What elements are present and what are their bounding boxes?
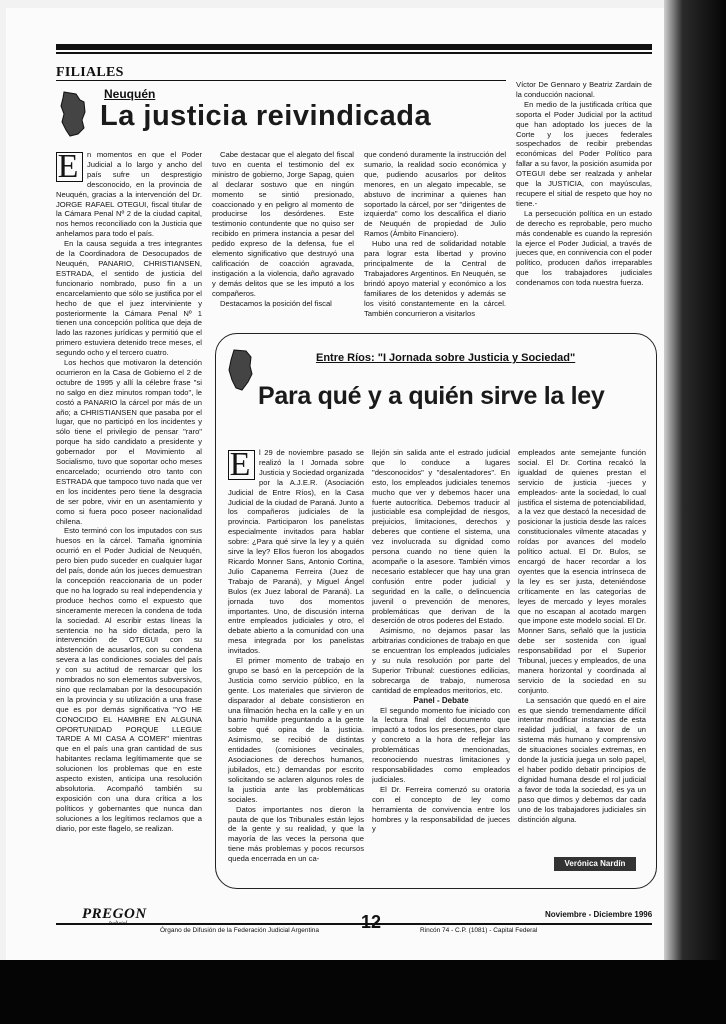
article1-column-4	[516, 80, 652, 320]
top-rule-thin	[56, 52, 652, 54]
section-rule	[56, 80, 506, 81]
article2-dropcap: E	[228, 450, 255, 480]
article2-column-3	[518, 448, 646, 852]
footer-address: Rincón 74 - C.P. (1081) - Capital Federal	[420, 927, 538, 934]
article1-column-2	[212, 150, 354, 322]
top-rule	[56, 44, 652, 50]
article1-col1-p2: En la causa seguida a tres integrantes de la Coordinadora de Desocupados de Neuquén, PANARIO, CHRISTIANSEN, ESTRADA, el sentido de justicia del funcionario nombrado, puso fin a un encarcelamiento que sólo se justifica por el hecho de que el juez interviniente y posteriormente la Cámara Penal Nº 1 tienen una concepción política que deja de lado las razones jurídicas y permitió que el primero estuviera detenido trece meses, el segundo ocho y el tercero cuatro.	[56, 239, 202, 358]
article1-col4-p1: Víctor De Gennaro y Beatriz Zardain de la conducción nacional.	[516, 80, 652, 99]
article1-col1-p3: Los hechos que motivaron la detención ocurrieron en la Casa de Gobierno el 2 de octubre de 1995 y allí la célebre frase "si no salgo en diez minutos rompan todo", le costó a PANARIO la cárcel por más de un año; a CHRISTIANSEN que pasaba por el lugar, que no participó en los incidentes y sólo tiene el privilegio de pensar "raro" porque ha sido candidato a presidente y gobernador por el Movimiento al Socialismo, tuvo que soportar ocho meses encarcelado; ocurriendo otro tanto con ESTRADA que tampoco tuvo nada que ver en los incidentes pero tiene la desgracia de ser pobre, vivir en un asentamiento y como si fuera poco poseer nacionalidad chilena.	[56, 358, 202, 526]
article1-col1-p4: Esto terminó con los imputados con sus huesos en la cárcel. Tamaña ignominia ocurrió en el Poder Judicial de Neuquén, pero bien pudo suceder en cualquier lugar del país, donde aún los jueces demuestran la concepción reaccionaria de un poder que no ha logrado su real independencia y produce hechos como el expuesto que sinceramente merecen la condena de toda la sociedad. Al escribir estas líneas la sentencia no ha sido dictada, pero la intervención de OTEGUI con su abstención de acusarlos, con su condena severa a las condiciones sociales del país y con su actitud de remarcar que los nombrados no son elementos subversivos, sino que reclamaban por la desocupación en la provincia y su utilización a una frase que es por demás significativa "YO HE CONOCIDO EL HAMBRE EN ALGUNA OPORTUNIDAD PORQUE LLEGUE TARDE A MI CASA A COMER" mientras que en el país una gran cantidad de sus habitantes reclama legítimamente que se solucionen los problemas que en este aspecto existen, anticipa una resolución absolutoria. Acompañó también su exposición con una dura crítica a los políticos y gobernantes que nunca dan soluciones a los legítimos reclamos que a diario, por este flagelo, se realizan.	[56, 526, 202, 833]
article1-dropcap: E	[56, 152, 83, 182]
article1-kicker: Neuquén	[104, 87, 156, 101]
footer-organ-text: Órgano de Difusión de la Federación Judicial Argentina	[160, 927, 319, 934]
article1-column-1	[56, 150, 202, 902]
article2-col2-p3: El segundo momento fue iniciado con la lectura final del documento que impactó a todos los presentes, por claro y concreto a la hora de reflejar las problemáticas mencionadas, reconociendo nuestras limitaciones y responsabilidades como empleados judiciales.	[372, 705, 510, 784]
article1-col2-p2: Destacamos la posición del fiscal	[220, 298, 332, 308]
article2-col2-p4: El Dr. Ferreira comenzó su oratoria con el concepto de ley como herramienta de convivencia entre los hombres y la responsabilidad de jueces y	[372, 784, 510, 834]
article1-headline: La justicia reivindicada	[100, 100, 432, 132]
article2-col2-p1: llejón sin salida ante el estrado judicial que lo conduce a lugares "desconocidos" y "desalentadores". En esto, los empleados judiciales tenemos mucho que ver y debemos hacer una fuerte autocrítica. Debemos traducir al justiciable esa complejidad de riesgos, prejuicios, limitaciones, derechos y deberes que contiene el sistema, una vez involucrada su dignidad como persona cuando no tiene quien la acompañe o la asesore. También vimos necesario establecer que hay una gran confusión entre poder judicial y seguridad en la calle, o delincuencia juvenil o prevención de menores, problemáticas que derivan de la deserción de otros poderes del Estado.	[372, 448, 510, 626]
entre-rios-map-icon	[226, 348, 254, 392]
article2-column-2	[372, 448, 510, 880]
article1-col3-p1: que condenó duramente la instrucción del sumario, la realidad socio económica y que, pudiendo acusarlos por delitos menores, en un alegato impecable, se abstuvo de incriminar a quienes han soportado la cárcel, por ser "dirigentes de izquierda" como los descalifica el diario de Neuquén de propiedad de Julio Ramos (Ámbito Financiero).	[364, 150, 506, 239]
footer-rule	[56, 923, 652, 925]
article2-column-1	[228, 448, 364, 880]
article1-col4-p2: En medio de la justificada crítica que soporta el Poder Judicial por la actitud que han adoptado los jueces de la Corte y los jueces federales sospechados de recibir prebendas económicas del Poder Político para fallar a su favor, la posición asumida por OTEGUI debe ser realzada y anhelar que la JUSTICIA, con mayúsculas, recupere el sitial de respeto que hoy no tiene.-	[516, 99, 652, 208]
article2-col1-p2: El primer momento de trabajo en grupo se basó en la percepción de la Justicia como servicio público, en la gente. Los materiales que sirvieron de disparador al debate consistieron en una filmación hecha en la calle y en un barrio humilde preguntando a la gente sobre qué opina de la justicia. Asimismo, se recibió de distintas entidades (comisiones vecinales, Asociaciones de derechos humanos, jubilados, etc.) demandas por escrito solicitando se aclaren algunos roles de la justicia ante las problemáticas sociales.	[228, 656, 364, 804]
article2-col3-p2: La sensación que quedó en el aire es que siendo tremendamente difícil intentar modificar instancias de esta realidad judicial, a favor de un sistema más humano y comprensivo de situaciones sociales extremas, en donde la justicia juega un solo papel, el haber podido debatir principios de dignidad humana desde el rol judicial a favor de toda la sociedad, es ya un paso que dimos y debemos dar cada uno de los trabajadores judiciales sin distinción alguna.	[518, 695, 646, 824]
article1-col2-p1: Cabe destacar que el alegato del fiscal tuvo en cuenta el testimonio del ex ministro de gobierno, Jorge Sapag, quien al declarar sostuvo que en ningún momento se sintió presionado, coaccionado y en peligro al momento de producirse los desórdenes. Este testimonio contundente que no quiso ser recibido en primera instancia a pesar del pedido expreso de la defensa, fue el elemento significativo que destruyó una calificación de coacción agravada, instigación a la violencia, daño agravado y demás delitos que se les imputó a los compañeros.	[212, 150, 354, 298]
article2-col1-p1: l 29 de noviembre pasado se realizó la I Jornada sobre Justicia y Sociedad organizada por la A.J.E.R. (Asociación Judicial de Entre Ríos), en la Casa Judicial de la ciudad de Paraná. Junto a los compañeros judiciales de la provincia. Participaron los panelistas especialmente invitados para hablar sobre: ¿Para qué sirve la ley y a quién sirve la ley? Ellos fueron los abogados Ricardo Monner Sans, Antonio Cortina, Julio Capanema Ferreira (Juez de Trabajo de Paraná), y Miguel Ángel Bulos (ex Juez laboral de Paraná). La jornada tuvo dos momentos importantes. Uno, de discusión interna entre empleados judiciales y otro, el debate abierto a la comunidad con una mesa integrada por los panelistas invitados.	[228, 448, 364, 656]
article2-kicker: Entre Ríos: "I Jornada sobre Justicia y Sociedad"	[316, 352, 576, 364]
article2-byline: Verónica Nardín	[554, 857, 636, 871]
footer-logo: PREGON	[82, 906, 147, 922]
page-number: 12	[361, 912, 382, 932]
neuquen-map-icon	[58, 90, 88, 138]
article2-col3-p1: empleados ante semejante función social. El Dr. Cortina recalcó la igualdad de quienes prestan el servicio de justicia -jueces y empleados- ante la sociedad, lo cual justifica el sistema de potenciabilidad, a la vez que destacó la necesidad de posicionar la justicia desde las raíces constitucionales vilmente atacadas y roídas por avances del modelo político actual. El Dr. Bulos, se encargó de hacer recordar a los oyentes que la esencia intrínseca de la ley es ser justa, deteniéndose críticamente en las categorías de leyes de mercado y leyes morales que no escapan al acotado margen que impone este modelo social. El Dr. Monner Sans, señaló que la justicia debe ser sostenida con igual responsabilidad por el Superior Tribunal, jueces y empleados, de una manera horizontal y coordinada al servicio de la sociedad en su conjunto.	[518, 448, 646, 695]
section-label: FILIALES	[56, 65, 124, 80]
footer-date: Noviembre - Diciembre 1996	[545, 910, 653, 919]
article1-col1-p1: n momentos en que el Poder Judicial a lo largo y ancho del país sufre un desprestigio desconocido, en la provincia de Neuquén, gracias a la intervención del Dr. JORGE RAFAEL OTEGUI, fiscal titular de la Cámara Penal Nº 2 de la ciudad capital, nos hemos reconciliado con la Justicia que anhelamos para todo el país.	[56, 150, 202, 239]
article2-col1-p3: Datos importantes nos dieron la pauta de que los Tribunales están lejos de la gente y su realidad, y que la mayoría de las veces la persona que tiene más problemas y pocos recursos queda encerrada en un ca-	[228, 804, 364, 864]
scan-shadow-bottom	[0, 960, 726, 1024]
scan-shadow-right	[664, 0, 726, 960]
article1-col3-p2: Hubo una red de solidaridad notable para lograr esta libertad y provino principalmente de la Central de Trabajadores Argentinos. En Neuquén, se brindó apoyo material y económico a los familiares de los detenidos y además se los visitó constantemente en la cárcel. También concurrieron a visitarlos	[364, 239, 506, 318]
article2-subhead: Panel - Debate	[413, 695, 469, 705]
article1-column-3	[364, 150, 506, 322]
footer-logo-sub: Judicial	[108, 921, 128, 927]
article1-col4-p3: La persecución política en un estado de derecho es reprobable, pero mucho más condenable es cuando la represión la ejerce el Poder Judicial, a través de jueces que, en connivencia con el poder político, producen daños irreparables que los trabajadores judiciales condenamos con toda nuestra fuerza.	[516, 208, 652, 288]
article2-col2-p2: Asimismo, no dejamos pasar las arbitrarias condiciones de trabajo en que se encuentran los empleados judiciales y su nula resolución por parte del Superior Tribunal: cuestiones edilicias, sobrecarga de trabajo, numerosa cantidad de empleados meritorios, etc.	[372, 626, 510, 695]
article2-headline: Para qué y a quién sirve la ley	[258, 382, 605, 410]
